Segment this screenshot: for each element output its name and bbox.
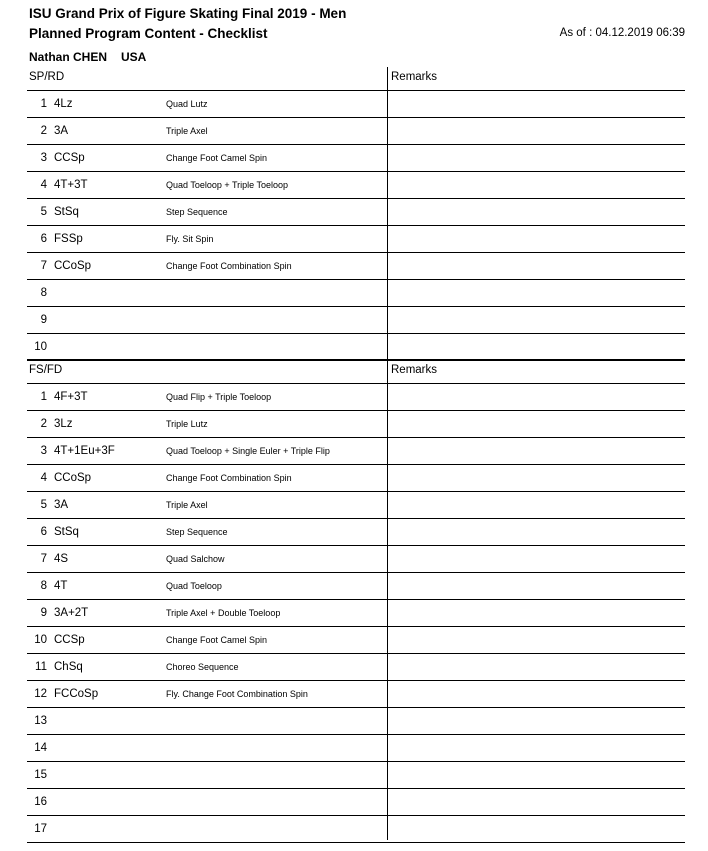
skater-name: Nathan CHEN xyxy=(29,50,108,64)
element-number: 2 xyxy=(40,418,47,430)
element-number: 11 xyxy=(35,661,47,673)
element-number: 1 xyxy=(40,98,47,110)
element-description: Choreo Sequence xyxy=(166,662,239,672)
element-code: 4T+1Eu+3F xyxy=(54,445,115,457)
element-description: Change Foot Camel Spin xyxy=(166,153,268,163)
element-number: 6 xyxy=(40,526,47,538)
element-number: 2 xyxy=(40,125,47,137)
element-row xyxy=(27,172,685,199)
element-description: Change Foot Combination Spin xyxy=(166,261,292,271)
element-code: StSq xyxy=(54,206,79,218)
element-code: 3A xyxy=(54,499,69,511)
element-number: 8 xyxy=(40,287,47,299)
element-row xyxy=(27,546,685,573)
element-list xyxy=(27,384,685,843)
element-row xyxy=(27,492,685,519)
short-program-section xyxy=(27,67,685,361)
document-title: Planned Program Content - Checklist xyxy=(29,26,268,41)
element-code: CCoSp xyxy=(54,472,92,484)
element-number: 12 xyxy=(34,688,47,700)
element-row xyxy=(27,226,685,253)
section-label: SP/RD xyxy=(29,71,65,83)
element-row xyxy=(27,384,685,411)
element-row xyxy=(27,654,685,681)
element-number: 5 xyxy=(40,499,47,511)
element-row xyxy=(27,762,685,789)
element-code: 4T+3T xyxy=(54,179,88,191)
element-number: 6 xyxy=(40,233,47,245)
element-number: 17 xyxy=(34,823,47,835)
section-header xyxy=(27,360,685,384)
element-description: Step Sequence xyxy=(166,207,228,217)
element-description: Triple Lutz xyxy=(166,419,208,429)
element-row xyxy=(27,519,685,546)
element-description: Change Foot Combination Spin xyxy=(166,473,292,483)
element-description: Quad Salchow xyxy=(166,554,225,564)
element-description: Change Foot Camel Spin xyxy=(166,635,268,645)
element-row xyxy=(27,280,685,307)
element-code: 4Lz xyxy=(54,98,73,110)
element-description: Quad Toeloop + Single Euler + Triple Flip xyxy=(166,446,330,456)
element-description: Step Sequence xyxy=(166,527,228,537)
element-description: Quad Toeloop xyxy=(166,581,222,591)
element-number: 15 xyxy=(34,769,47,781)
element-code: 4S xyxy=(54,553,69,565)
element-code: FSSp xyxy=(54,233,83,245)
element-number: 10 xyxy=(34,341,47,353)
section-label: FS/FD xyxy=(29,364,63,376)
element-number: 3 xyxy=(40,445,47,457)
element-code: 3Lz xyxy=(54,418,73,430)
element-code: 3A xyxy=(54,125,69,137)
skater-info xyxy=(29,50,146,64)
element-code: ChSq xyxy=(54,661,83,673)
element-row xyxy=(27,708,685,735)
element-description: Quad Lutz xyxy=(166,99,208,109)
skater-nation: USA xyxy=(121,50,147,64)
element-row xyxy=(27,334,685,361)
as-of-timestamp: As of : 04.12.2019 06:39 xyxy=(559,27,685,39)
element-description: Triple Axel xyxy=(166,126,208,136)
element-row xyxy=(27,91,685,118)
element-row xyxy=(27,573,685,600)
element-description: Quad Flip + Triple Toeloop xyxy=(166,392,272,402)
element-row xyxy=(27,118,685,145)
remarks-header: Remarks xyxy=(391,71,438,83)
element-row xyxy=(27,145,685,172)
element-row xyxy=(27,253,685,280)
element-description: Quad Toeloop + Triple Toeloop xyxy=(166,180,289,190)
element-number: 14 xyxy=(34,742,47,754)
element-code: FCCoSp xyxy=(54,688,99,700)
element-row xyxy=(27,199,685,226)
section-header xyxy=(27,67,685,91)
element-row xyxy=(27,600,685,627)
element-row xyxy=(27,789,685,816)
element-row xyxy=(27,735,685,762)
element-number: 8 xyxy=(40,580,47,592)
remarks-header: Remarks xyxy=(391,364,438,376)
element-number: 9 xyxy=(40,607,47,619)
element-description: Fly. Sit Spin xyxy=(166,234,214,244)
element-number: 13 xyxy=(34,715,47,727)
element-number: 16 xyxy=(34,796,47,808)
element-code: 4T xyxy=(54,580,68,592)
element-number: 5 xyxy=(40,206,47,218)
element-number: 4 xyxy=(40,179,47,191)
element-code: CCoSp xyxy=(54,260,92,272)
element-number: 10 xyxy=(34,634,47,646)
element-number: 7 xyxy=(40,260,47,272)
element-row xyxy=(27,465,685,492)
element-row xyxy=(27,411,685,438)
element-number: 9 xyxy=(40,314,47,326)
element-number: 4 xyxy=(40,472,47,484)
element-description: Triple Axel xyxy=(166,500,208,510)
element-code: StSq xyxy=(54,526,79,538)
element-row xyxy=(27,816,685,843)
element-row xyxy=(27,627,685,654)
element-list xyxy=(27,91,685,361)
element-code: 3A+2T xyxy=(54,607,89,619)
element-row xyxy=(27,438,685,465)
element-row xyxy=(27,307,685,334)
free-skating-section xyxy=(27,360,685,843)
element-number: 7 xyxy=(40,553,47,565)
element-code: 4F+3T xyxy=(54,391,88,403)
element-description: Fly. Change Foot Combination Spin xyxy=(166,689,308,699)
event-title: ISU Grand Prix of Figure Skating Final 2019 - Men xyxy=(29,6,347,21)
element-number: 3 xyxy=(40,152,47,164)
element-number: 1 xyxy=(40,391,47,403)
element-description: Triple Axel + Double Toeloop xyxy=(166,608,281,618)
element-code: CCSp xyxy=(54,634,85,646)
element-code: CCSp xyxy=(54,152,85,164)
element-row xyxy=(27,681,685,708)
